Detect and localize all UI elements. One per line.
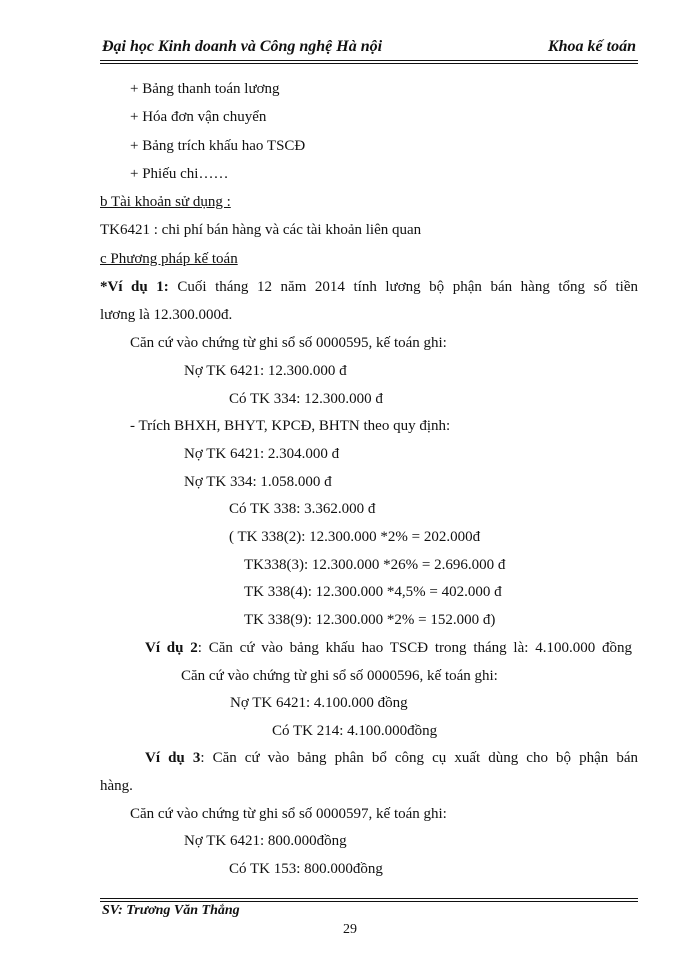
example1-deduction-heading: - Trích BHXH, BHYT, KPCĐ, BHTN theo quy định:: [130, 418, 451, 434]
example1-calc-3383: TK338(3): 12.300.000 *26% = 2.696.000 đ: [244, 557, 506, 573]
example2-line1: [145, 639, 632, 657]
example1-calc-3384: TK 338(4): 12.300.000 *4,5% = 402.000 đ: [244, 584, 502, 600]
example3-line2: hàng.: [100, 778, 133, 794]
bullet-depreciation: + Bảng trích khấu hao TSCĐ: [130, 138, 306, 154]
example2-label: Ví dụ 2: [145, 640, 198, 656]
example1-deduction-debit-334: Nợ TK 334: 1.058.000 đ: [184, 474, 332, 490]
footer-student-name: SV: Trương Văn Thắng: [102, 903, 240, 918]
example2-debit: Nợ TK 6421: 4.100.000 đồng: [230, 695, 408, 711]
header-department: Khoa kế toán: [547, 38, 636, 55]
example1-deduction-debit-6421: Nợ TK 6421: 2.304.000 đ: [184, 446, 340, 462]
example1-text: Cuối tháng 12 năm 2014 tính lương bộ phận bán hàng tổng số tiền: [177, 279, 639, 295]
example1-deduction-credit: Có TK 338: 3.362.000 đ: [229, 501, 376, 517]
example1-line2: lương là 12.300.000đ.: [100, 307, 233, 323]
footer-rule-top: [100, 898, 638, 899]
example3-basis: Căn cứ vào chứng từ ghi sổ số 0000597, kế toán ghi:: [130, 806, 447, 822]
example1-basis: Căn cứ vào chứng từ ghi sổ số 0000595, kế toán ghi:: [130, 335, 447, 351]
example3-credit: Có TK 153: 800.000đồng: [229, 861, 383, 877]
example1-calc-3382: ( TK 338(2): 12.300.000 *2% = 202.000đ: [229, 529, 481, 545]
example3-debit: Nợ TK 6421: 800.000đồng: [184, 833, 347, 849]
example1-debit: Nợ TK 6421: 12.300.000 đ: [184, 363, 347, 379]
header-rule-bottom: [100, 63, 638, 64]
bullet-payroll: + Bảng thanh toán lương: [130, 81, 280, 97]
page-number: 29: [343, 922, 357, 937]
example1-label: *Ví dụ 1:: [100, 279, 169, 295]
section-b-heading: b Tài khoản sử dụng :: [100, 194, 231, 210]
example2-basis: Căn cứ vào chứng từ ghi sổ số 0000596, kế toán ghi:: [181, 668, 498, 684]
example2-credit: Có TK 214: 4.100.000đồng: [272, 723, 438, 739]
header-university: Đại học Kinh doanh và Công nghệ Hà nội: [102, 38, 383, 55]
example3-line1: [145, 749, 638, 767]
example3-text: : Căn cứ vào bảng phân bổ công cụ xuất dùng cho bộ phận bán: [200, 750, 638, 766]
example3-label: Ví dụ 3: [145, 750, 201, 766]
section-c-heading: c Phương pháp kế toán: [100, 251, 238, 267]
section-b-text: TK6421 : chi phí bán hàng và các tài khoản liên quan: [100, 222, 422, 238]
example1-calc-3389: TK 338(9): 12.300.000 *2% = 152.000 đ): [244, 612, 496, 628]
example1-credit: Có TK 334: 12.300.000 đ: [229, 391, 383, 407]
bullet-shipping-invoice: + Hóa đơn vận chuyển: [130, 109, 267, 125]
example1-line1: [100, 278, 638, 296]
header-rule-top: [100, 60, 638, 61]
example2-text: : Căn cứ vào bảng khấu hao TSCĐ trong tháng là: 4.100.000 đồng: [197, 640, 632, 656]
bullet-payment-voucher: + Phiếu chi……: [130, 166, 229, 182]
footer-rule-bottom: [100, 901, 638, 902]
